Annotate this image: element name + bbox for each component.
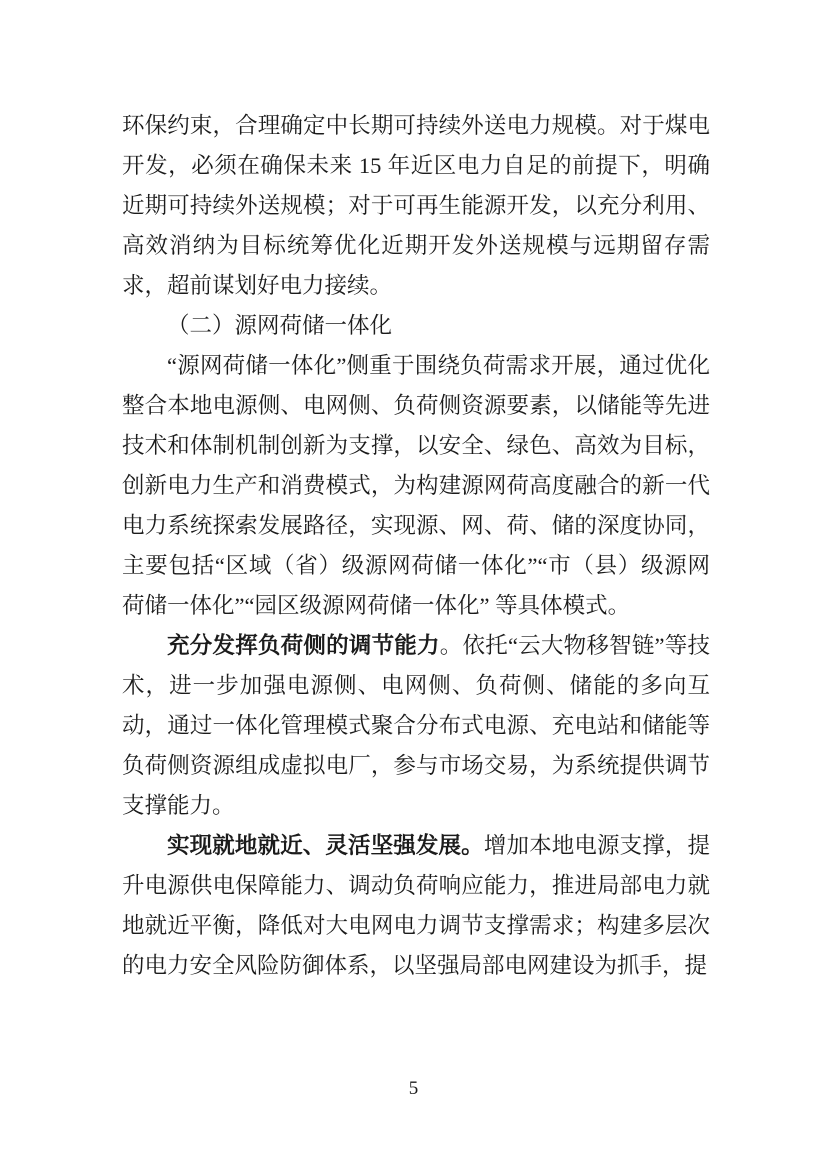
- paragraph: “源网荷储一体化”侧重于围绕负荷需求开展，通过优化整合本地电源侧、电网侧、负荷侧资源要素，以储能等先进技术和体制机制创新为支撑，以安全、绿色、高效为目标，创新电力生产和消费模式，为构建源网荷高度融合的新一代电力系统探索发展路径，实现源、网、荷、储的深度协同，主要包括“区域（省）级源网荷储一体化”“市（县）级源网荷储一体化”“园区级源网荷储一体化” 等具体模式。: [122, 353, 710, 618]
- page-number: 5: [408, 1078, 419, 1099]
- paragraph: 实现就地就近、灵活坚强发展。增加本地电源支撑，提升电源供电保障能力、调动负荷响应能力，推进局部电力就地就近平衡，降低对大电网电力调节支撑需求；构建多层次的电力安全风险防御体系，以坚强局部电网建设为抓手，提: [122, 833, 710, 978]
- document-body: [122, 106, 710, 986]
- paragraph: 充分发挥负荷侧的调节能力。依托“云大物移智链”等技术，进一步加强电源侧、电网侧、负荷侧、储能的多向互动，通过一体化管理模式聚合分布式电源、充电站和储能等负荷侧资源组成虚拟电厂，参与市场交易，为系统提供调节支撑能力。: [122, 633, 710, 818]
- page-footer: [0, 1076, 827, 1102]
- paragraph-lead-bold: 实现就地就近、灵活坚强发展。: [167, 833, 484, 858]
- paragraph-lead-bold: 充分发挥负荷侧的调节能力: [167, 633, 440, 658]
- section-heading: （二）源网荷储一体化: [167, 313, 393, 338]
- paragraph: 环保约束，合理确定中长期可持续外送电力规模。对于煤电开发，必须在确保未来 15 年近区电力自足的前提下，明确近期可持续外送规模；对于可再生能源开发，以充分利用、高效消纳为目标统筹优化近期开发外送规模与远期留存需求，超前谋划好电力接续。: [122, 113, 710, 298]
